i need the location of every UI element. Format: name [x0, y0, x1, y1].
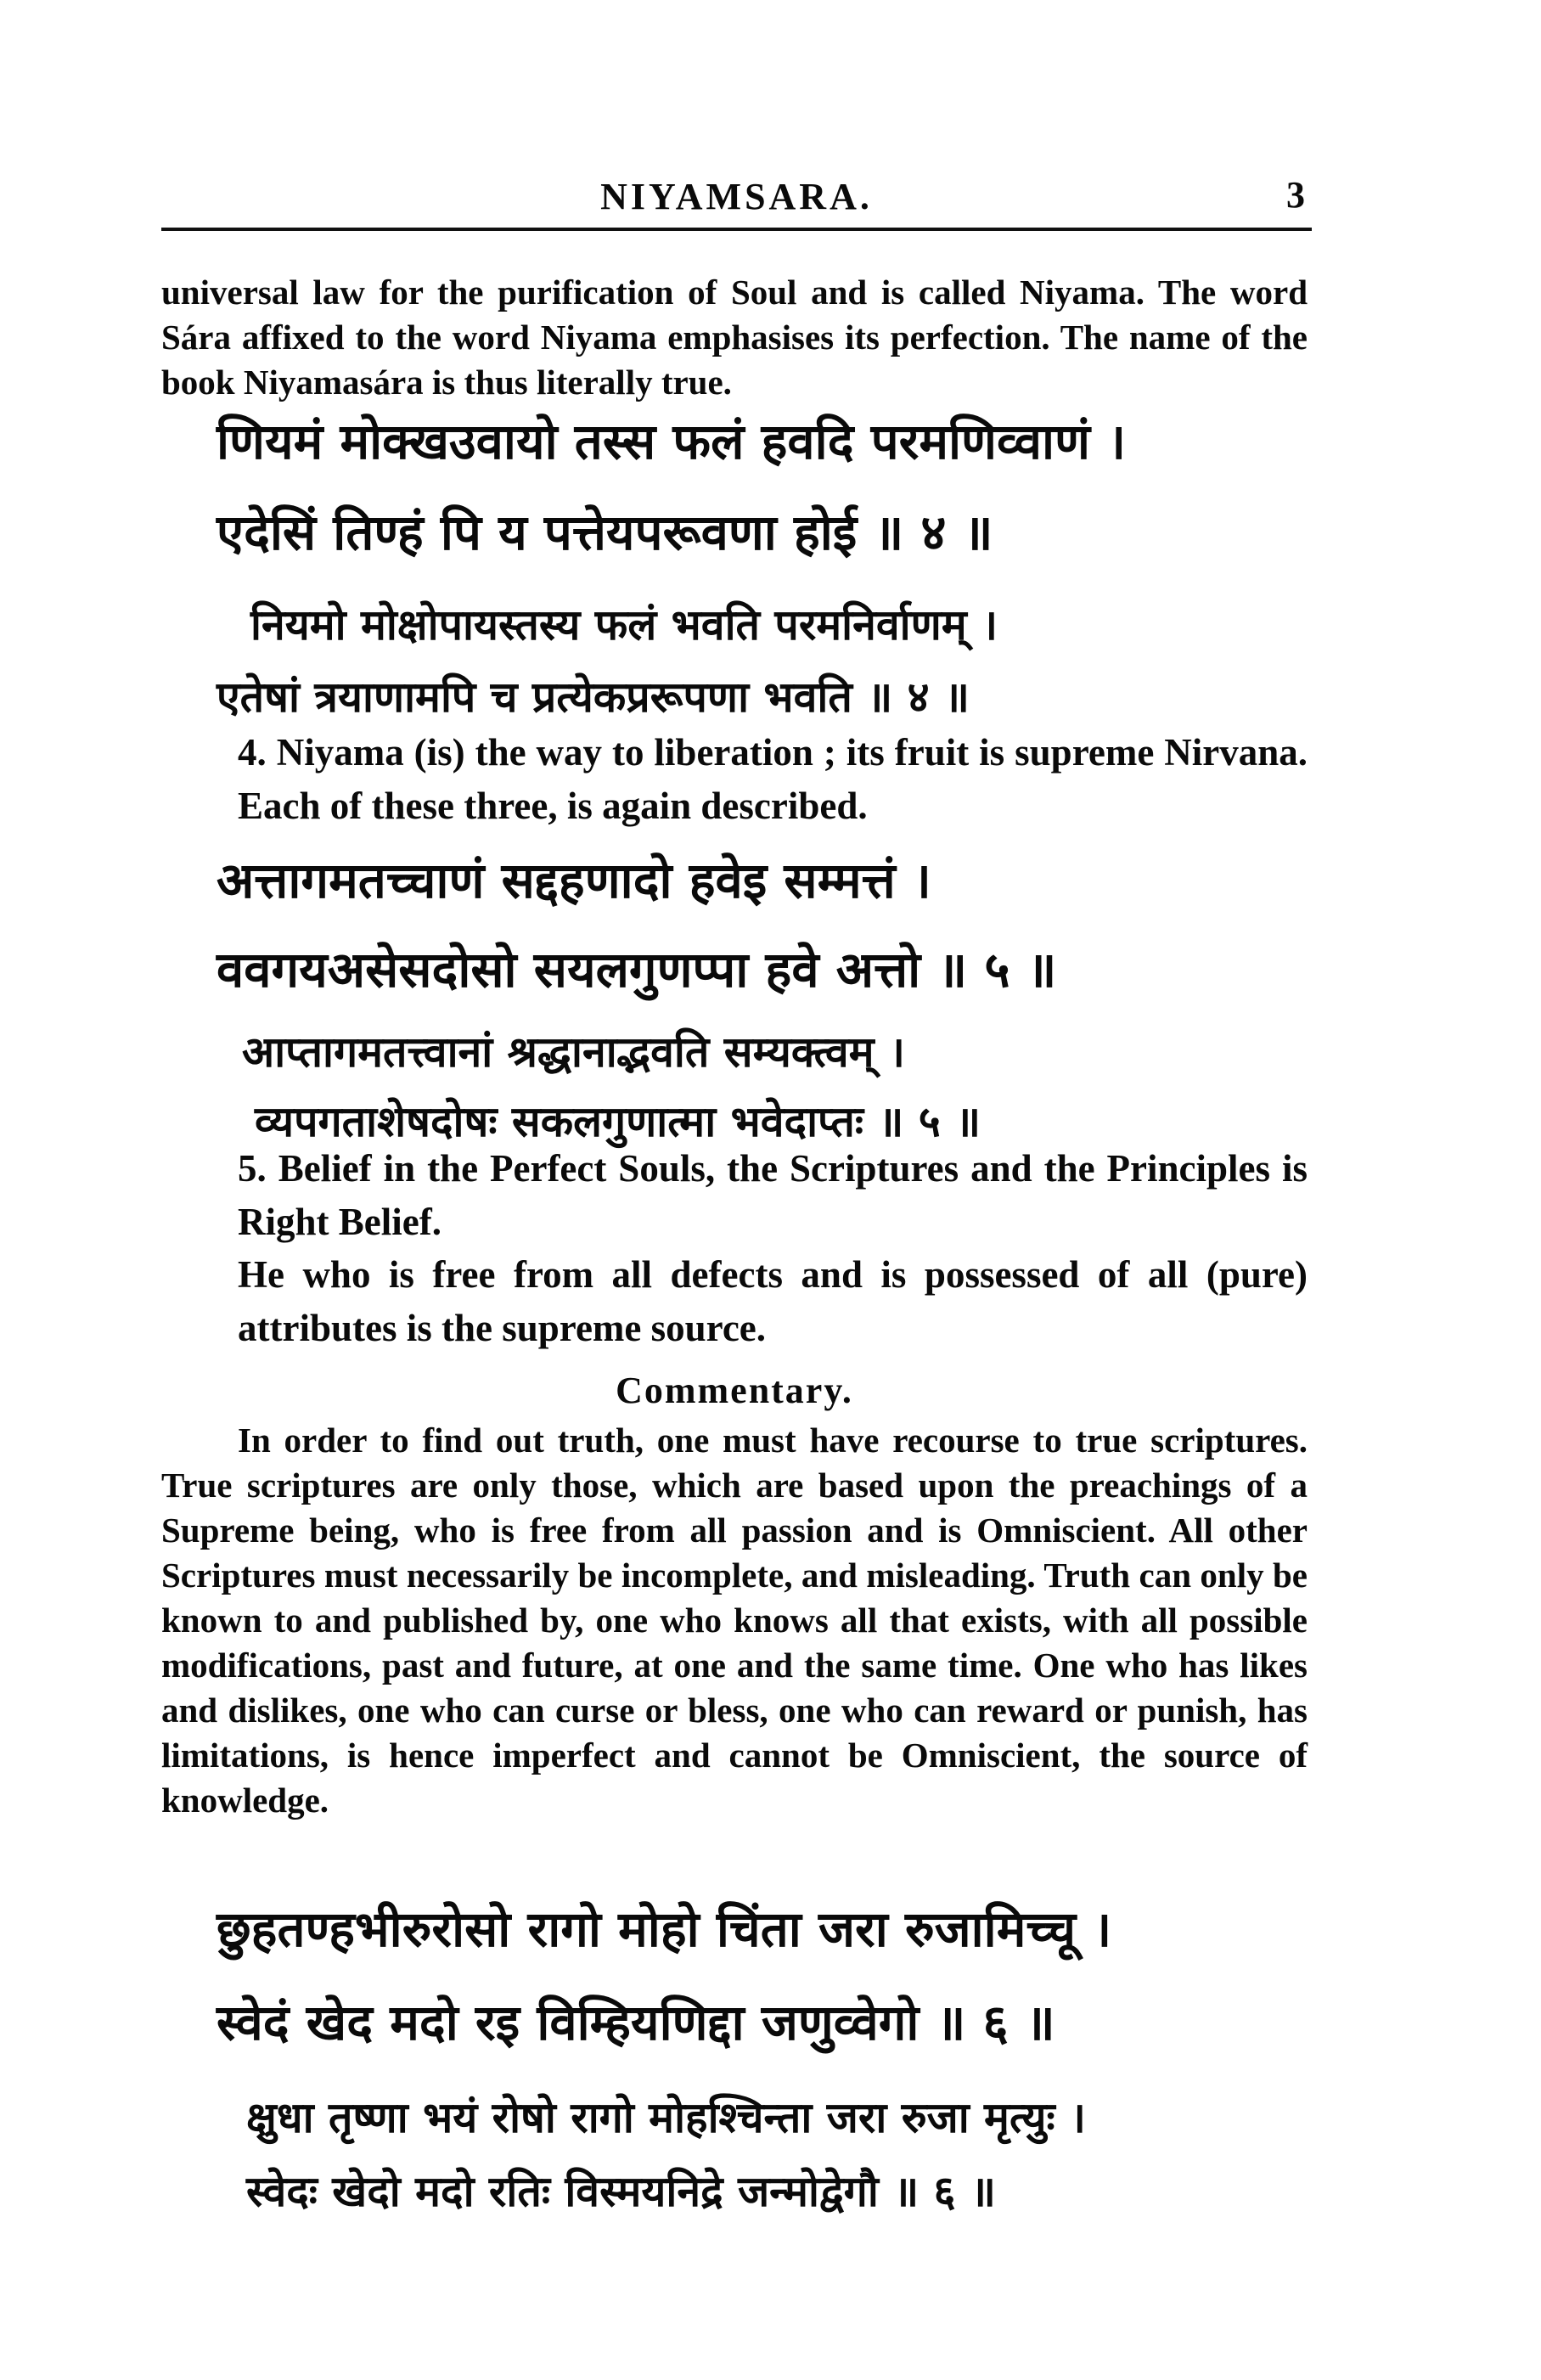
verse4-prakrit-line-2: एदेसिं तिण्हं पि य पत्तेयपरूवणा होई ॥ ४ ॥ [217, 504, 993, 561]
verse5-translation-1 [161, 1142, 1308, 1249]
verse6-sanskrit-line-2: स्वेदः खेदो मदो रतिः विस्मयनिद्रे जन्मोद्वेगौ ॥ ६ ॥ [246, 2167, 996, 2216]
verse5-translation-2-text: He who is free from all defects and is possessed of all (pure) attributes is the supreme source. [238, 1253, 1308, 1349]
verse4-sanskrit-line-2: एतेषां त्रयाणामपि च प्रत्येकप्ररूपणा भवति ॥ ४ ॥ [217, 672, 970, 722]
commentary-heading: Commentary. [616, 1370, 853, 1411]
commentary-paragraph [161, 1418, 1308, 1823]
verse4-translation [161, 726, 1308, 833]
verse6-prakrit-line-2: स्वेदं खेद मदो रइ विम्हियणिद्दा जणुव्वेगो ॥ ६ ॥ [217, 1994, 1055, 2051]
verse5-translation-1-text: 5. Belief in the Perfect Souls, the Scriptures and the Principles is Right Belief. [238, 1147, 1308, 1243]
intro-paragraph: universal law for the purification of Soul and is called Niyama. The word Sára affixed to the word Niyama emphasises its perfection. The name of the book Niyamasára is thus literally true. [161, 273, 1308, 402]
verse6-prakrit-line-1: छुहतण्हभीरुरोसो रागो मोहो चिंता जरा रुजामिच्चू । [217, 1900, 1112, 1958]
verse5-sanskrit-line-2: व्यपगताशेषदोषः सकलगुणात्मा भवेदाप्तः ॥ ५ ॥ [255, 1097, 981, 1146]
page-number: 3 [1286, 174, 1305, 216]
verse5-prakrit-line-2: ववगयअसेसदोसो सयलगुणप्पा हवे अत्तो ॥ ५ ॥ [217, 941, 1057, 999]
verse6-sanskrit-line-1: क्षुधा तृष्णा भयं रोषो रागो मोहश्चिन्ता जरा रुजा मृत्युः । [246, 2093, 1086, 2142]
verse4-translation-text: 4. Niyama (is) the way to liberation ; its fruit is supreme Nirvana. Each of these three, is again described. [238, 731, 1308, 827]
running-header [161, 168, 1312, 231]
verse5-prakrit-line-1: अत्तागमतच्चाणं सद्दहणादो हवेइ सम्मत्तं । [217, 852, 931, 909]
verse5-translation-2 [161, 1248, 1308, 1355]
running-title: NIYAMSARA. [600, 176, 873, 217]
verse4-sanskrit-line-1: नियमो मोक्षोपायस्तस्य फलं भवति परमनिर्वाणम् । [250, 600, 998, 650]
commentary-text: In order to find out truth, one must have recourse to true scriptures. True scriptures are only those, which are based upon the preachings of a Supreme being, who is free from all passion and is Omniscient. All other Scriptures must necessarily be incomplete, and misleading. Truth can only be known to and published by, one who knows all that exists, with all possible modifications, past and future, at one and the same time. One who has likes and dislikes, one who can curse or bless, one who can reward or punish, has limitations, is hence imperfect and cannot be Omniscient, the source of knowledge. [161, 1421, 1308, 1820]
verse5-sanskrit-line-1: आप्तागमतत्त्वानां श्रद्धानाद्भवति सम्यक्त्वम् । [242, 1027, 905, 1077]
verse4-prakrit-line-1: णियमं मोक्खउवायो तस्स फलं हवदि परमणिव्वाणं । [217, 413, 1127, 470]
